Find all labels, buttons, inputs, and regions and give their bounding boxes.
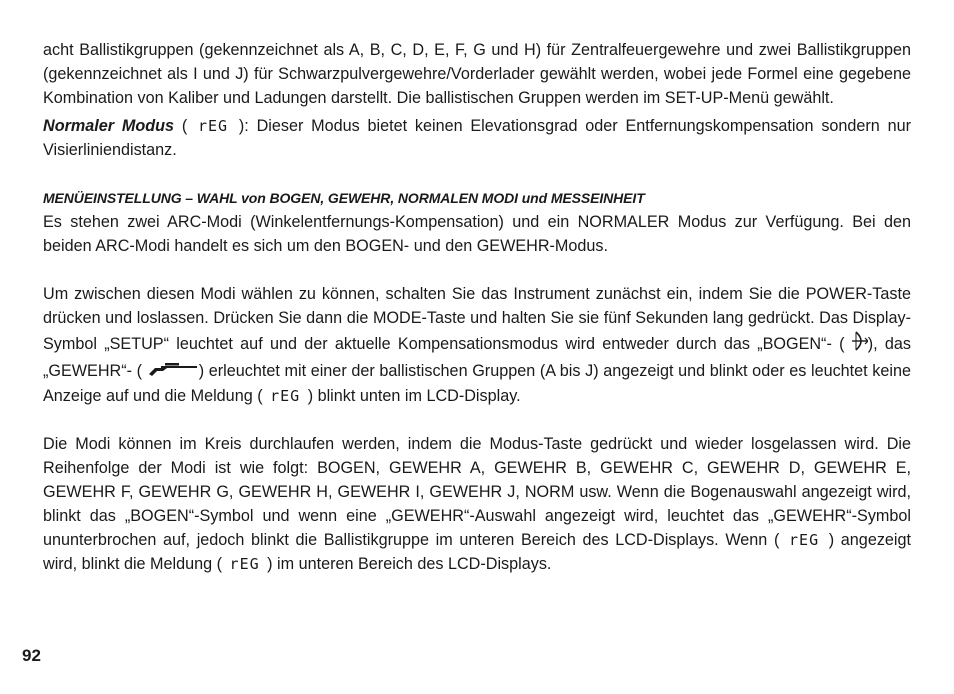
lcd-code-reg: rEG [229,554,260,573]
mode-cycling-text-1: Die Modi können im Kreis durchlaufen werden, indem die Modus-Taste gedrückt und wieder losgelassen wird. Die Reihenfolge der Modi ist wie folgt: BOGEN, GEWEHR A, GEWEHR B, GEWEHR C, GEWEHR D, GEWEHR E, GEWEHR F, GEWEHR G, GEWEHR H, GEWEHR I, GEWEHR J, NORM usw. Wenn die Bogenauswahl angezeigt wird, blinkt das „BOGEN“-Symbol und wenn eine „GEWEHR“-Auswahl angezeigt wird, leuchtet das „GEWEHR“-Symbol ununterbrochen auf, jedoch blinkt die Ballistikgruppe im unteren Bereich des LCD-Displays. Wenn ( [43,434,911,549]
mode-selection-text-2: ), das „GEWEHR“- ( [43,334,911,380]
mode-selection-text-4: ) blinkt unten im LCD-Display. [307,386,521,405]
paragraph-mode-selection [43,282,911,408]
page-content [43,38,911,576]
mode-selection-text-3: ) erleuchtet mit einer der ballistischen Gruppen (A bis J) angezeigt und blinkt oder es leuchtet keine Anzeige auf und die Meldung ( [43,362,912,405]
paragraph-normal-mode [43,114,911,162]
lcd-code-reg: rEG [789,530,820,549]
rifle-icon [147,360,199,384]
paragraph-mode-cycling [43,432,911,576]
paragraph-arc-modes: Es stehen zwei ARC-Modi (Winkelentfernungs-Kompensation) und ein NORMALER Modus zur Verfügung. Bei den beiden ARC-Modi handelt es sich um den BOGEN- und den GEWEHR-Modus. [43,213,911,255]
paragraph-ballistic-groups: acht Ballistikgruppen (gekennzeichnet als A, B, C, D, E, F, G und H) für Zentralfeuergewehre und zwei Ballistikgruppen (gekennzeichnet als I und J) für Schwarzpulvergewehre/Vorderlader gewählt werden, wobei jede Formel eine gegebene Kombination von Kaliber und Ladungen darstellt. Die ballistischen Gruppen werden im SET-UP-Menü gewählt. [43,41,911,107]
normal-mode-description: ): Dieser Modus bietet keinen Elevationsgrad oder Entfernungskompensation sondern nur Visierliniendistanz. [43,117,912,159]
page-number: 92 [22,646,41,665]
mode-selection-text-1: Um zwischen diesen Modi wählen zu können, schalten Sie das Instrument zunächst ein, indem Sie die POWER-Taste drücken und loslassen. Drücken Sie dann die MODE-Taste und halten Sie sie fünf Sekunden lang gedrückt. Das Display-Symbol „SETUP“ leuchtet auf und der aktuelle Kompensationsmodus wird entweder durch das „BOGEN“- ( [43,285,911,353]
normal-mode-paren: ( [181,117,188,135]
normal-mode-label: Normaler Modus [43,117,175,135]
mode-cycling-text-3: ) im unteren Bereich des LCD-Displays. [267,554,552,573]
section-heading: MENÜEINSTELLUNG – WAHL von BOGEN, GEWEHR, NORMALEN MODI und MESSEINHEIT [43,190,645,206]
bow-icon [852,330,868,359]
mode-cycling-text-2: ) angezeigt wird, blinkt die Meldung ( [43,530,912,573]
lcd-code-reg: rEG [270,386,301,405]
lcd-code-reg: rEG [198,117,229,135]
